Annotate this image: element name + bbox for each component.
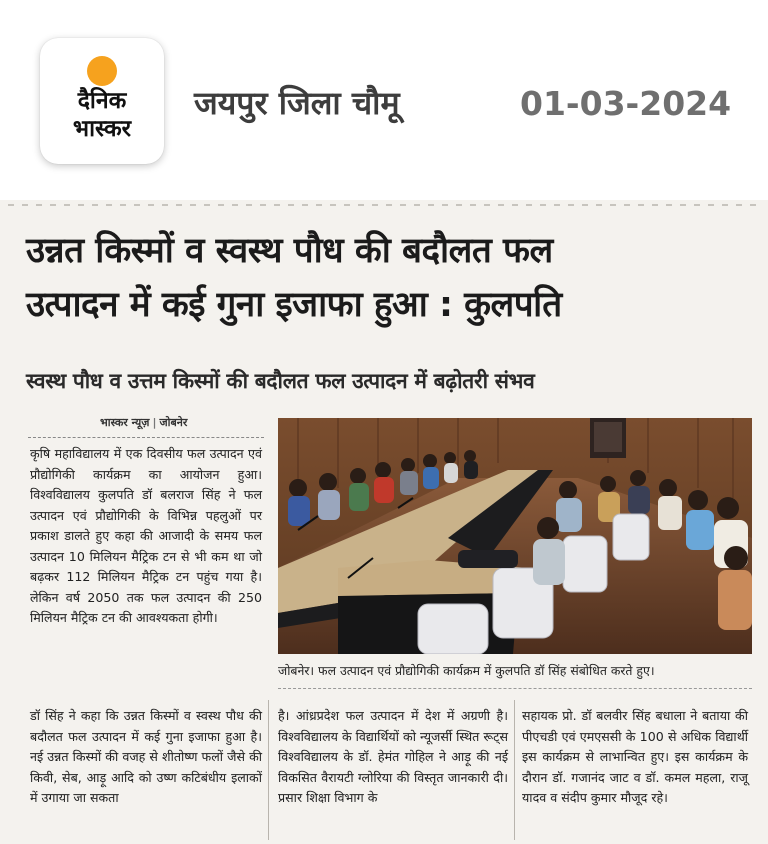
article-column-2 bbox=[278, 706, 508, 809]
byline bbox=[100, 415, 187, 430]
paragraph-text: सहायक प्रो. डॉ बलवीर सिंह बधाला ने बताया की पीएचडी एवं एमएससी के 100 से अधिक विद्यार्थी इस कार्यक्रम से लाभान्वित हुए। इस कार्यक्रम के दौरान डॉ. गजानंद जाट व डॉ. कमल महला, राजू यादव व संदीप कुमार मौजूद रहे। bbox=[522, 708, 748, 805]
byline-separator: | bbox=[152, 416, 157, 429]
headline-line2: उत्पादन में कई गुना इजाफा हुआ : कुलपति bbox=[26, 285, 562, 325]
paragraph-text: कृषि महाविद्यालय में एक दिवसीय फल उत्पादन एवं प्रौद्योगिकी कार्यक्रम का आयोजन हुआ। विश्वविद्यालय कुलपति डॉ बलराज सिंह ने फल उत्पादन एवं प्रौद्योगिकी के विभिन्न पहलुओं पर प्रकाश डालते हुए कहा की आजादी के समय फल उत्पादन 10 मिलियन मैट्रिक टन से भी कम था जो बढ़कर 112 मिलियन मैट्रिक टन पहुंच गया है। लेकिन वर्ष 2050 तक फल उत्पादन की 250 मिलियन मैट्रिक टन की आवश्यकता होगी। bbox=[30, 446, 262, 625]
classroom-photo-illustration bbox=[278, 418, 752, 654]
article-intro-paragraph bbox=[30, 444, 262, 629]
edition-name: जयपुर जिला चौमू bbox=[194, 84, 400, 122]
byline-rule bbox=[28, 437, 264, 438]
clipping-header bbox=[0, 0, 768, 200]
paragraph-text: है। आंध्रप्रदेश फल उत्पादन में देश में अग्रणी है। विश्वविद्यालय के विद्यार्थियों को न्यूजर्सी स्थित रूट्स विश्वविद्यालय के डॉ. हेमंत गोहिल ने आड़ू की नई विकसित वैरायटी ग्लोरिया की विस्तृत जानकारी दी। प्रसार शिक्षा विभाग के bbox=[278, 708, 508, 805]
caption-rule bbox=[278, 688, 752, 689]
byline-source: भास्कर न्यूज़ bbox=[100, 416, 150, 429]
column-divider bbox=[268, 700, 269, 840]
headline-line1: उन्नत किस्मों व स्वस्थ पौध की बदौलत फल bbox=[26, 231, 553, 271]
subheadline: स्वस्थ पौध व उत्तम किस्मों की बदौलत फल उत्पादन में बढ़ोतरी संभव bbox=[26, 369, 535, 393]
headline bbox=[26, 224, 746, 332]
logo-text-line1: दैनिक bbox=[77, 88, 127, 114]
sun-icon bbox=[87, 56, 117, 86]
byline-place: जोबनेर bbox=[159, 416, 188, 429]
column-divider bbox=[514, 700, 515, 840]
photo-caption: जोबनेर। फल उत्पादन एवं प्रौद्योगिकी कार्यक्रम में कुलपति डॉ सिंह संबोधित करते हुए। bbox=[278, 663, 655, 678]
paragraph-text: डॉ सिंह ने कहा कि उन्नत किस्मों व स्वस्थ पौध की बदौलत फल उत्पादन में कई गुना इजाफा हुआ है। नई उन्नत किस्मों की वजह से शीतोष्ण फलों जैसे की किवी, सेब, आड़ू आदि को उष्ण कटिबंधीय इलाकों में उगाया जा सकता bbox=[30, 708, 262, 805]
dainik-bhaskar-logo bbox=[40, 38, 164, 164]
logo-text-line2: भास्कर bbox=[72, 116, 132, 142]
newspaper-clipping bbox=[0, 200, 768, 844]
publication-date: 01-03-2024 bbox=[520, 84, 732, 123]
article-column-1 bbox=[30, 706, 262, 809]
event-photo bbox=[278, 418, 752, 654]
article-column-3 bbox=[522, 706, 748, 809]
